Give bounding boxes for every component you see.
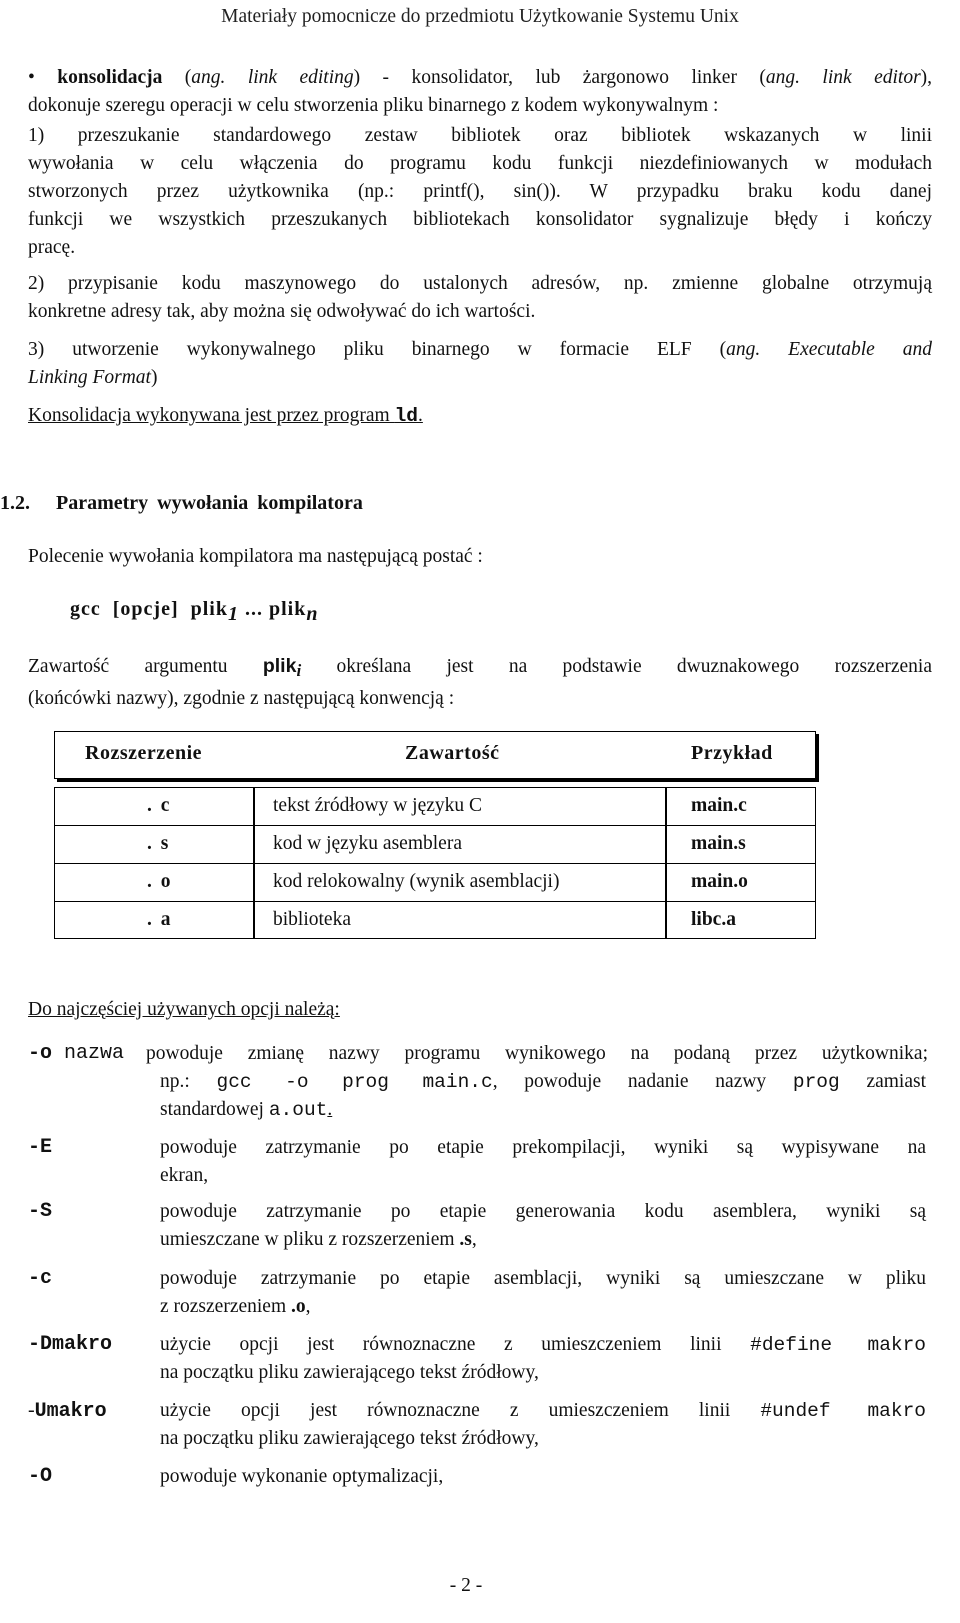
text-fragment: ): [150, 367, 158, 388]
table-cell-ext: . o: [147, 871, 173, 892]
table-cell-ext: . s: [147, 833, 171, 854]
term-link-editing: link editing: [247, 67, 354, 88]
step-2-line-2: konkretne adresy tak, aby można się odwoływać do ich wartości.: [28, 301, 536, 322]
code-example: gcc -o prog main.c: [216, 1071, 493, 1093]
option-c-desc: [160, 1265, 926, 1321]
step-1-paragraph: [28, 122, 932, 262]
option-U-line-2: na początku pliku zawierającego tekst źródłowy,: [160, 1428, 539, 1449]
option-o-line-3: [160, 1096, 926, 1124]
table-cell-content: kod w języku asemblera: [273, 833, 462, 854]
options-heading: [28, 996, 932, 1024]
code-undef: #undef makro: [760, 1400, 926, 1422]
konsolidacja-paragraph: [28, 64, 932, 120]
section-number: 1.2.: [0, 492, 30, 514]
option-D-flag: -Dmakro: [28, 1333, 113, 1356]
option-D-line-2: na początku pliku zawierającego tekst źródłowy,: [160, 1362, 539, 1383]
option-D-line-1: [160, 1331, 926, 1359]
cmd-sub-1: 1: [227, 603, 239, 625]
option-o-line-2: [160, 1068, 926, 1096]
step-1-line-4: funkcji we wszystkich przeszukanych bibliotekach konsolidator sygnalizuje błędy i kończy: [28, 209, 932, 230]
option-o-line-1: powoduje zmianę nazwy programu wynikowego na podaną przez użytkownika;: [146, 1043, 928, 1064]
term-link-editor: link editor: [822, 67, 921, 88]
table-header: [54, 731, 816, 779]
text-fragment: .: [327, 1099, 333, 1120]
code-aout: a.out: [268, 1099, 328, 1121]
program-ld: ld: [394, 405, 418, 427]
step-2-paragraph: [28, 270, 932, 326]
step-3-paragraph: [28, 336, 932, 392]
header-rozszerzenie: Rozszerzenie: [85, 742, 203, 764]
table-cell-example: libc.a: [691, 909, 736, 930]
cmd-sub-n: n: [306, 603, 319, 625]
table-cell-example: main.c: [691, 795, 747, 816]
text-fragment: ),: [920, 67, 933, 88]
table-cell-content: kod relokowalny (wynik asemblacji): [273, 871, 560, 892]
option-E-line-2: ekran,: [160, 1165, 209, 1186]
text-fragment: , powoduje nadanie nazwy: [492, 1071, 793, 1092]
argument-paragraph: [28, 652, 932, 713]
table-cell-example: main.o: [691, 871, 748, 892]
step-2-line-1: 2) przypisanie kodu maszynowego do ustalonych adresów, np. zmienne globalne otrzymują: [28, 273, 932, 294]
argument-line-1: [28, 652, 932, 685]
argument-line-2: (końcówki nazwy), zgodnie z następującą konwencją :: [28, 688, 455, 709]
text-fragment: określana jest na podstawie dwuznakowego rozszerzenia: [301, 656, 932, 677]
step-3-line-1: [28, 336, 932, 364]
table-cell-example: main.s: [691, 833, 746, 854]
page-header: Materiały pomocnicze do przedmiotu Użytkowanie Systemu Unix: [221, 6, 739, 27]
text-fragment: z rozszerzeniem: [160, 1296, 291, 1317]
term-linking-format: Linking Format: [28, 367, 151, 388]
option-E-line-1: powoduje zatrzymanie po etapie prekompilacji, wyniki są wypisywane na: [160, 1137, 926, 1158]
option-O-flag: -O: [28, 1465, 53, 1488]
step-1-line-5: pracę.: [28, 237, 76, 258]
ang-label: ang.: [765, 67, 800, 88]
options-heading-text: Do najczęściej używanych opcji należą:: [28, 999, 340, 1020]
option-c-flag: -c: [28, 1267, 53, 1290]
table-cell-content: biblioteka: [273, 909, 351, 930]
step-1-line-3: stworzonych przez użytkownika (np.: printf(), sin()). W przypadku braku kodu danej: [28, 181, 932, 202]
table-body: [54, 787, 816, 939]
option-O-desc: [160, 1463, 926, 1491]
text-fragment: Zawartość argumentu: [28, 656, 263, 677]
text-fragment: umieszczane w pliku z rozszerzeniem: [160, 1229, 460, 1250]
section-title: Parametry wywołania kompilatora: [56, 492, 363, 514]
text-fragment: 3) utworzenie wykonywalnego pliku binarnego w formacie ELF (: [28, 339, 727, 360]
cmd-intro: [28, 543, 932, 571]
text-fragment: zamiast: [839, 1071, 926, 1092]
option-E-desc: [160, 1134, 926, 1190]
code-prog: prog: [792, 1071, 840, 1093]
option-c-line-2: [160, 1293, 926, 1321]
step-1-line-2: wywołania w celu włączenia do programu kodu funkcji niezdefiniowanych w modułach: [28, 153, 932, 174]
header-zawartosc: Zawartość: [405, 742, 500, 764]
ext-o: .o: [291, 1296, 306, 1317]
option-o-desc-1: [146, 1040, 928, 1068]
text-fragment: standardowej: [160, 1099, 269, 1120]
flag-dash: -: [28, 1399, 35, 1421]
cmd-intro-text: Polecenie wywołania kompilatora ma następującą postać :: [28, 546, 483, 567]
row-divider: [55, 825, 815, 826]
option-E-flag: -E: [28, 1136, 53, 1159]
text-fragment: ,: [305, 1296, 311, 1317]
code-define: #define makro: [750, 1334, 927, 1356]
arg-plik: plik: [262, 655, 297, 677]
option-S-desc: [160, 1198, 926, 1254]
flag-o-arg: nazwa: [52, 1042, 125, 1065]
table-cell-ext: . a: [147, 909, 173, 930]
ang-label: ang.: [191, 67, 226, 88]
section-heading: [0, 492, 363, 515]
cmd-text-2: ... plik: [238, 598, 307, 620]
arg-sub-i: i: [296, 661, 302, 680]
gcc-command-syntax: [70, 598, 318, 626]
option-o-desc-2: [160, 1068, 926, 1124]
ld-sentence: [28, 402, 932, 430]
row-divider: [55, 863, 815, 864]
term-executable-and: ang. Executable and: [726, 339, 932, 360]
konsolidacja-line-1: • konsolidacja (ang. link editing) - konsolidator, lub żargonowo linker (ang. link editor),: [28, 67, 933, 88]
text-fragment: ,: [471, 1229, 477, 1250]
option-S-line-1: powoduje zatrzymanie po etapie generowania kodu asemblera, wyniki są: [160, 1201, 926, 1222]
option-D-desc: [160, 1331, 926, 1387]
text-fragment: ) - konsolidator, lub żargonowo linker (: [353, 67, 766, 88]
text-fragment: (: [184, 67, 192, 88]
option-U-line-1: [160, 1397, 926, 1425]
option-S-line-2: [160, 1226, 926, 1254]
option-U-desc: [160, 1397, 926, 1453]
cmd-text: gcc [opcje] plik: [70, 598, 228, 620]
option-U-flag: [28, 1399, 107, 1423]
text-fragment: Konsolidacja wykonywana jest przez program: [28, 405, 395, 426]
row-divider: [55, 901, 815, 902]
flag-o: -o: [28, 1042, 53, 1065]
term-konsolidacja: konsolidacja: [57, 67, 163, 88]
option-c-line-1: powoduje zatrzymanie po etapie asemblacji, wyniki są umieszczane w pliku: [160, 1268, 926, 1289]
flag-umakro: Umakro: [34, 1400, 107, 1423]
header-przyklad: Przykład: [691, 742, 773, 764]
text-fragment: .: [418, 405, 423, 426]
step-1-line-1: 1) przeszukanie standardowego zestaw bibliotek oraz bibliotek wskazanych w linii: [28, 125, 932, 146]
ext-s: .s: [459, 1229, 472, 1250]
page-number: - 2 -: [449, 1575, 483, 1596]
option-O-line-1: powoduje wykonanie optymalizacji,: [160, 1466, 444, 1487]
text-fragment: użycie opcji jest równoznaczne z umieszczeniem linii: [160, 1334, 751, 1355]
konsolidacja-line-2: dokonuje szeregu operacji w celu stworzenia pliku binarnego z kodem wykonywalnym :: [28, 95, 719, 116]
ld-line: [28, 402, 932, 430]
text-fragment: użycie opcji jest równoznaczne z umieszczeniem linii: [160, 1400, 761, 1421]
option-o-flag: [28, 1042, 124, 1065]
option-S-flag: -S: [28, 1200, 53, 1223]
table-cell-ext: . c: [147, 795, 172, 816]
table-cell-content: tekst źródłowy w języku C: [273, 795, 483, 816]
step-3-line-2: [28, 364, 932, 392]
text-fragment: np.:: [160, 1071, 217, 1092]
